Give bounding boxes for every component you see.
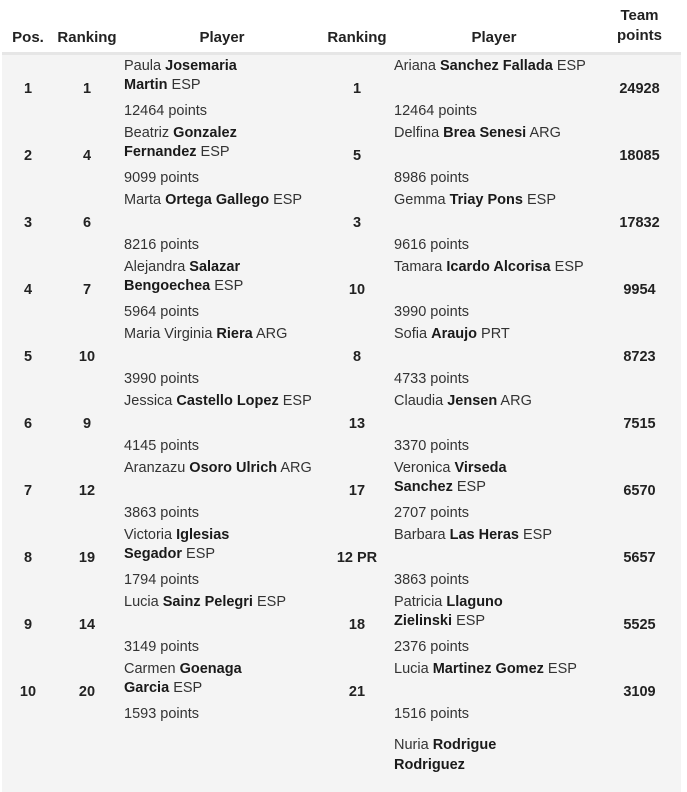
player-last-name: Josemaria bbox=[165, 57, 237, 74]
player-last-name: Sanchez bbox=[394, 479, 453, 495]
player-block bbox=[394, 457, 598, 524]
player-name-line bbox=[394, 593, 598, 613]
player-points: 8986 points bbox=[394, 169, 469, 186]
player-first-name: Beatriz bbox=[124, 124, 170, 141]
player-cell bbox=[120, 323, 324, 390]
player-name bbox=[394, 526, 598, 565]
player-last-name: Rodriguez bbox=[394, 756, 465, 773]
ranking-cell-2: 3 bbox=[324, 189, 390, 256]
player-cell bbox=[390, 189, 598, 256]
player-cell bbox=[390, 658, 598, 725]
table-row bbox=[2, 524, 681, 591]
ranking-cell-2: 10 bbox=[324, 256, 390, 323]
player-name-line bbox=[394, 392, 598, 412]
position-cell: 6 bbox=[2, 390, 54, 457]
player-points: 4733 points bbox=[394, 370, 469, 387]
player-country: ESP bbox=[257, 593, 287, 610]
table-row bbox=[2, 323, 681, 390]
player-name bbox=[394, 57, 598, 96]
player-points: 12464 points bbox=[394, 102, 478, 119]
player-points: 3370 points bbox=[394, 437, 469, 454]
player-country: ARG bbox=[280, 459, 312, 476]
player-name-line bbox=[124, 736, 324, 756]
player-block bbox=[124, 256, 324, 323]
player-last-name: Araujo bbox=[431, 325, 478, 342]
header-player-2: Player bbox=[390, 4, 598, 55]
player-last-name: Zielinski bbox=[394, 613, 453, 629]
player-block bbox=[394, 390, 598, 457]
player-first-name: Lucia bbox=[124, 593, 159, 610]
player-cell bbox=[120, 591, 324, 658]
player-country: ESP bbox=[526, 191, 556, 208]
player-last-name: Garcia bbox=[124, 680, 170, 696]
team-points-cell: 5525 bbox=[598, 591, 681, 658]
header-ranking-1: Ranking bbox=[54, 4, 120, 55]
team-points-cell: 9954 bbox=[598, 256, 681, 323]
team-points-cell: 8723 bbox=[598, 323, 681, 390]
player-block bbox=[124, 524, 324, 591]
player-name bbox=[124, 593, 324, 632]
player-points: 12464 points bbox=[124, 102, 208, 119]
player-cell bbox=[120, 55, 324, 122]
player-name bbox=[124, 392, 324, 431]
player-name-line bbox=[394, 526, 598, 546]
player-name bbox=[394, 459, 598, 498]
player-name bbox=[394, 736, 598, 775]
player-name bbox=[124, 660, 324, 699]
position-cell: 1 bbox=[2, 55, 54, 122]
player-name bbox=[124, 124, 324, 163]
player-last-name: Sanchez Fallada bbox=[439, 57, 553, 74]
player-country: ESP bbox=[456, 479, 486, 495]
player-last-name: Bengoechea bbox=[124, 278, 211, 294]
ranking-cell-1: 1 bbox=[54, 55, 120, 122]
player-cell bbox=[390, 524, 598, 591]
header-row bbox=[2, 4, 681, 55]
player-block bbox=[394, 524, 598, 591]
player-name-line bbox=[394, 736, 598, 756]
player-block bbox=[394, 725, 598, 792]
player-name bbox=[394, 325, 598, 364]
player-country: ESP bbox=[556, 57, 586, 74]
player-first-name: Lucia bbox=[394, 660, 429, 677]
ranking-cell-1: 4 bbox=[54, 122, 120, 189]
player-first-name: Jessica bbox=[124, 392, 173, 409]
player-last-name: Segador bbox=[124, 546, 183, 562]
player-first-name: Gemma bbox=[394, 191, 446, 208]
player-last-name: Salazar bbox=[189, 258, 241, 275]
player-first-name: Tamara bbox=[394, 258, 443, 275]
ranking-cell-1: 10 bbox=[54, 323, 120, 390]
player-first-name: Alejandra bbox=[124, 258, 186, 275]
player-country: PRT bbox=[481, 325, 510, 342]
player-name-line bbox=[124, 660, 324, 680]
table-body bbox=[2, 55, 681, 792]
player-last-name: Triay Pons bbox=[449, 191, 523, 208]
player-name bbox=[124, 191, 324, 230]
player-last-name: Iglesias bbox=[176, 526, 230, 543]
player-first-name: Paula bbox=[124, 57, 162, 74]
team-points-cell: 5657 bbox=[598, 524, 681, 591]
player-name-line bbox=[394, 325, 598, 345]
table-row bbox=[2, 122, 681, 189]
player-name-line bbox=[394, 756, 598, 776]
player-country: ESP bbox=[547, 660, 577, 677]
player-country: ESP bbox=[200, 144, 230, 160]
player-first-name: Victoria bbox=[124, 526, 173, 543]
player-country: ARG bbox=[529, 124, 561, 141]
player-country: ARG bbox=[255, 325, 288, 342]
player-last-name: Icardo Alcorisa bbox=[446, 258, 551, 275]
player-cell bbox=[390, 591, 598, 658]
player-name bbox=[124, 325, 324, 364]
player-cell bbox=[390, 55, 598, 122]
table-row bbox=[2, 256, 681, 323]
player-name-line bbox=[394, 612, 598, 632]
ranking-cell-1: 12 bbox=[54, 457, 120, 524]
player-block bbox=[394, 658, 598, 725]
player-name-line bbox=[124, 392, 324, 412]
table-row bbox=[2, 658, 681, 725]
player-name-line bbox=[394, 124, 598, 144]
player-name-line bbox=[124, 277, 324, 297]
player-name bbox=[394, 593, 598, 632]
player-name-line bbox=[124, 526, 324, 546]
position-cell: 3 bbox=[2, 189, 54, 256]
player-cell bbox=[120, 658, 324, 725]
player-cell bbox=[120, 457, 324, 524]
ranking-cell-2: 17 bbox=[324, 457, 390, 524]
player-name-line bbox=[124, 124, 324, 144]
ranking-cell-2: 8 bbox=[324, 323, 390, 390]
player-name-line bbox=[124, 593, 324, 613]
player-last-name: Gonzalez bbox=[173, 124, 237, 141]
table-row bbox=[2, 591, 681, 658]
player-points: 3990 points bbox=[124, 370, 199, 387]
player-country: ESP bbox=[173, 680, 203, 696]
player-points: 4145 points bbox=[124, 437, 199, 454]
player-name bbox=[124, 526, 324, 565]
player-block bbox=[394, 55, 598, 122]
ranking-cell-2: 5 bbox=[324, 122, 390, 189]
player-name-line bbox=[124, 143, 324, 163]
player-name-line bbox=[394, 258, 598, 278]
header-team-line2: points bbox=[617, 27, 662, 44]
player-last-name: Llaguno bbox=[446, 593, 503, 610]
team-points-cell: 17832 bbox=[598, 189, 681, 256]
ranking-cell-1: 14 bbox=[54, 591, 120, 658]
player-first-name: Patricia bbox=[394, 593, 443, 610]
ranking-cell-2 bbox=[324, 725, 390, 792]
player-name bbox=[394, 660, 598, 699]
player-name-line bbox=[124, 76, 324, 96]
ranking-cell-1: 20 bbox=[54, 658, 120, 725]
player-cell bbox=[120, 189, 324, 256]
player-points: 1593 points bbox=[124, 705, 199, 722]
player-first-name: Claudia bbox=[394, 392, 444, 409]
player-last-name: Rodrigue bbox=[432, 737, 497, 753]
team-ranking-table bbox=[2, 4, 681, 792]
header-team-line1: Team bbox=[620, 7, 659, 24]
position-cell: 10 bbox=[2, 658, 54, 725]
player-name bbox=[394, 124, 598, 163]
player-name-line bbox=[124, 679, 324, 699]
header-player-1: Player bbox=[120, 4, 324, 55]
player-first-name: Nuria bbox=[394, 737, 429, 753]
header-team-points bbox=[598, 4, 681, 55]
player-cell bbox=[120, 122, 324, 189]
team-points-cell: 18085 bbox=[598, 122, 681, 189]
player-cell bbox=[120, 725, 324, 792]
player-block bbox=[124, 457, 324, 524]
player-last-name: Martin bbox=[124, 77, 168, 93]
player-name-line bbox=[124, 258, 324, 278]
player-name-line bbox=[394, 191, 598, 211]
player-first-name: Sofia bbox=[394, 325, 428, 342]
player-last-name: Fernandez bbox=[124, 144, 197, 160]
player-cell bbox=[390, 390, 598, 457]
ranking-cell-1 bbox=[54, 725, 120, 792]
player-block bbox=[124, 323, 324, 390]
player-last-name: Riera bbox=[216, 325, 253, 342]
header-pos: Pos. bbox=[2, 4, 54, 55]
position-cell: 8 bbox=[2, 524, 54, 591]
player-name bbox=[394, 258, 598, 297]
player-block bbox=[394, 189, 598, 256]
team-points-cell: 3109 bbox=[598, 658, 681, 725]
player-name bbox=[394, 392, 598, 431]
player-cell bbox=[390, 725, 598, 792]
player-block bbox=[124, 658, 324, 725]
player-last-name: Virseda bbox=[454, 459, 507, 476]
player-country: ESP bbox=[456, 613, 486, 629]
player-last-name: Goenaga bbox=[179, 660, 242, 677]
player-first-name: Veronica bbox=[394, 459, 451, 476]
player-last-name: Castello Lopez bbox=[176, 392, 279, 409]
player-name-line bbox=[124, 545, 324, 565]
team-points-cell: 6570 bbox=[598, 457, 681, 524]
position-cell: 4 bbox=[2, 256, 54, 323]
player-country: ARG bbox=[500, 392, 532, 409]
player-country: ESP bbox=[282, 392, 312, 409]
position-cell: 5 bbox=[2, 323, 54, 390]
player-name-line bbox=[124, 459, 324, 479]
player-points: 8216 points bbox=[124, 236, 199, 253]
player-cell bbox=[390, 256, 598, 323]
ranking-cell-2: 12 PR bbox=[324, 524, 390, 591]
player-block bbox=[124, 55, 324, 122]
player-cell bbox=[120, 256, 324, 323]
player-points: 2707 points bbox=[394, 504, 469, 521]
position-cell: 7 bbox=[2, 457, 54, 524]
player-first-name: Barbara bbox=[394, 526, 446, 543]
player-points: 9099 points bbox=[124, 169, 199, 186]
ranking-cell-2: 1 bbox=[324, 55, 390, 122]
player-points: 3990 points bbox=[394, 303, 469, 320]
ranking-cell-2: 18 bbox=[324, 591, 390, 658]
player-last-name: Jensen bbox=[447, 392, 498, 409]
player-points: 5964 points bbox=[124, 303, 199, 320]
player-block bbox=[394, 122, 598, 189]
player-first-name: Ariana bbox=[394, 57, 436, 74]
player-points: 1794 points bbox=[124, 571, 199, 588]
player-block bbox=[394, 591, 598, 658]
player-country: ESP bbox=[273, 191, 303, 208]
player-points: 3863 points bbox=[394, 571, 469, 588]
player-name-line bbox=[394, 660, 598, 680]
ranking-cell-1: 19 bbox=[54, 524, 120, 591]
ranking-cell-1: 7 bbox=[54, 256, 120, 323]
player-points: 2376 points bbox=[394, 638, 469, 655]
player-last-name: Brea Senesi bbox=[443, 124, 527, 141]
player-cell bbox=[120, 390, 324, 457]
ranking-cell-1: 9 bbox=[54, 390, 120, 457]
player-points: 1516 points bbox=[394, 705, 469, 722]
player-name-line bbox=[394, 478, 598, 498]
player-first-name: Maria Virginia bbox=[124, 325, 213, 342]
player-last-name: Osoro Ulrich bbox=[189, 459, 278, 476]
player-last-name: Sainz Pelegri bbox=[162, 593, 253, 610]
player-first-name: Aranzazu bbox=[124, 459, 186, 476]
position-cell bbox=[2, 725, 54, 792]
player-name bbox=[124, 57, 324, 96]
team-points-cell: 7515 bbox=[598, 390, 681, 457]
player-block bbox=[124, 122, 324, 189]
player-first-name: Carmen bbox=[124, 660, 176, 677]
player-first-name: Delfina bbox=[394, 124, 440, 141]
player-name bbox=[124, 736, 324, 775]
table-row bbox=[2, 55, 681, 122]
player-last-name: Ortega Gallego bbox=[165, 191, 270, 208]
player-cell bbox=[390, 122, 598, 189]
player-first-name: Marta bbox=[124, 191, 162, 208]
player-cell bbox=[390, 457, 598, 524]
player-block bbox=[124, 189, 324, 256]
player-last-name: Las Heras bbox=[449, 526, 519, 543]
player-points: 9616 points bbox=[394, 236, 469, 253]
player-block bbox=[394, 323, 598, 390]
player-name-line bbox=[124, 325, 324, 345]
player-block bbox=[124, 390, 324, 457]
player-country: ESP bbox=[171, 77, 201, 93]
ranking-cell-2: 13 bbox=[324, 390, 390, 457]
table-row bbox=[2, 457, 681, 524]
table-row bbox=[2, 390, 681, 457]
player-name-line bbox=[394, 459, 598, 479]
table-row bbox=[2, 189, 681, 256]
player-block bbox=[124, 725, 324, 792]
player-country: ESP bbox=[522, 526, 552, 543]
player-country: ESP bbox=[186, 546, 216, 562]
player-name bbox=[124, 258, 324, 297]
player-name bbox=[394, 191, 598, 230]
position-cell: 2 bbox=[2, 122, 54, 189]
player-cell bbox=[120, 524, 324, 591]
player-name-line bbox=[124, 191, 324, 211]
position-cell: 9 bbox=[2, 591, 54, 658]
player-cell bbox=[390, 323, 598, 390]
player-last-name: Martinez Gomez bbox=[432, 660, 544, 677]
player-name-line bbox=[124, 57, 324, 77]
player-block bbox=[394, 256, 598, 323]
ranking-cell-1: 6 bbox=[54, 189, 120, 256]
team-points-cell: 24928 bbox=[598, 55, 681, 122]
table-row bbox=[2, 725, 681, 792]
player-country: ESP bbox=[554, 258, 584, 275]
player-name-line bbox=[394, 57, 598, 77]
player-points: 3863 points bbox=[124, 504, 199, 521]
player-block bbox=[124, 591, 324, 658]
player-name bbox=[124, 459, 324, 498]
player-points: 3149 points bbox=[124, 638, 199, 655]
player-country: ESP bbox=[214, 278, 244, 294]
team-points-cell bbox=[598, 725, 681, 792]
ranking-cell-2: 21 bbox=[324, 658, 390, 725]
header-ranking-2: Ranking bbox=[324, 4, 390, 55]
